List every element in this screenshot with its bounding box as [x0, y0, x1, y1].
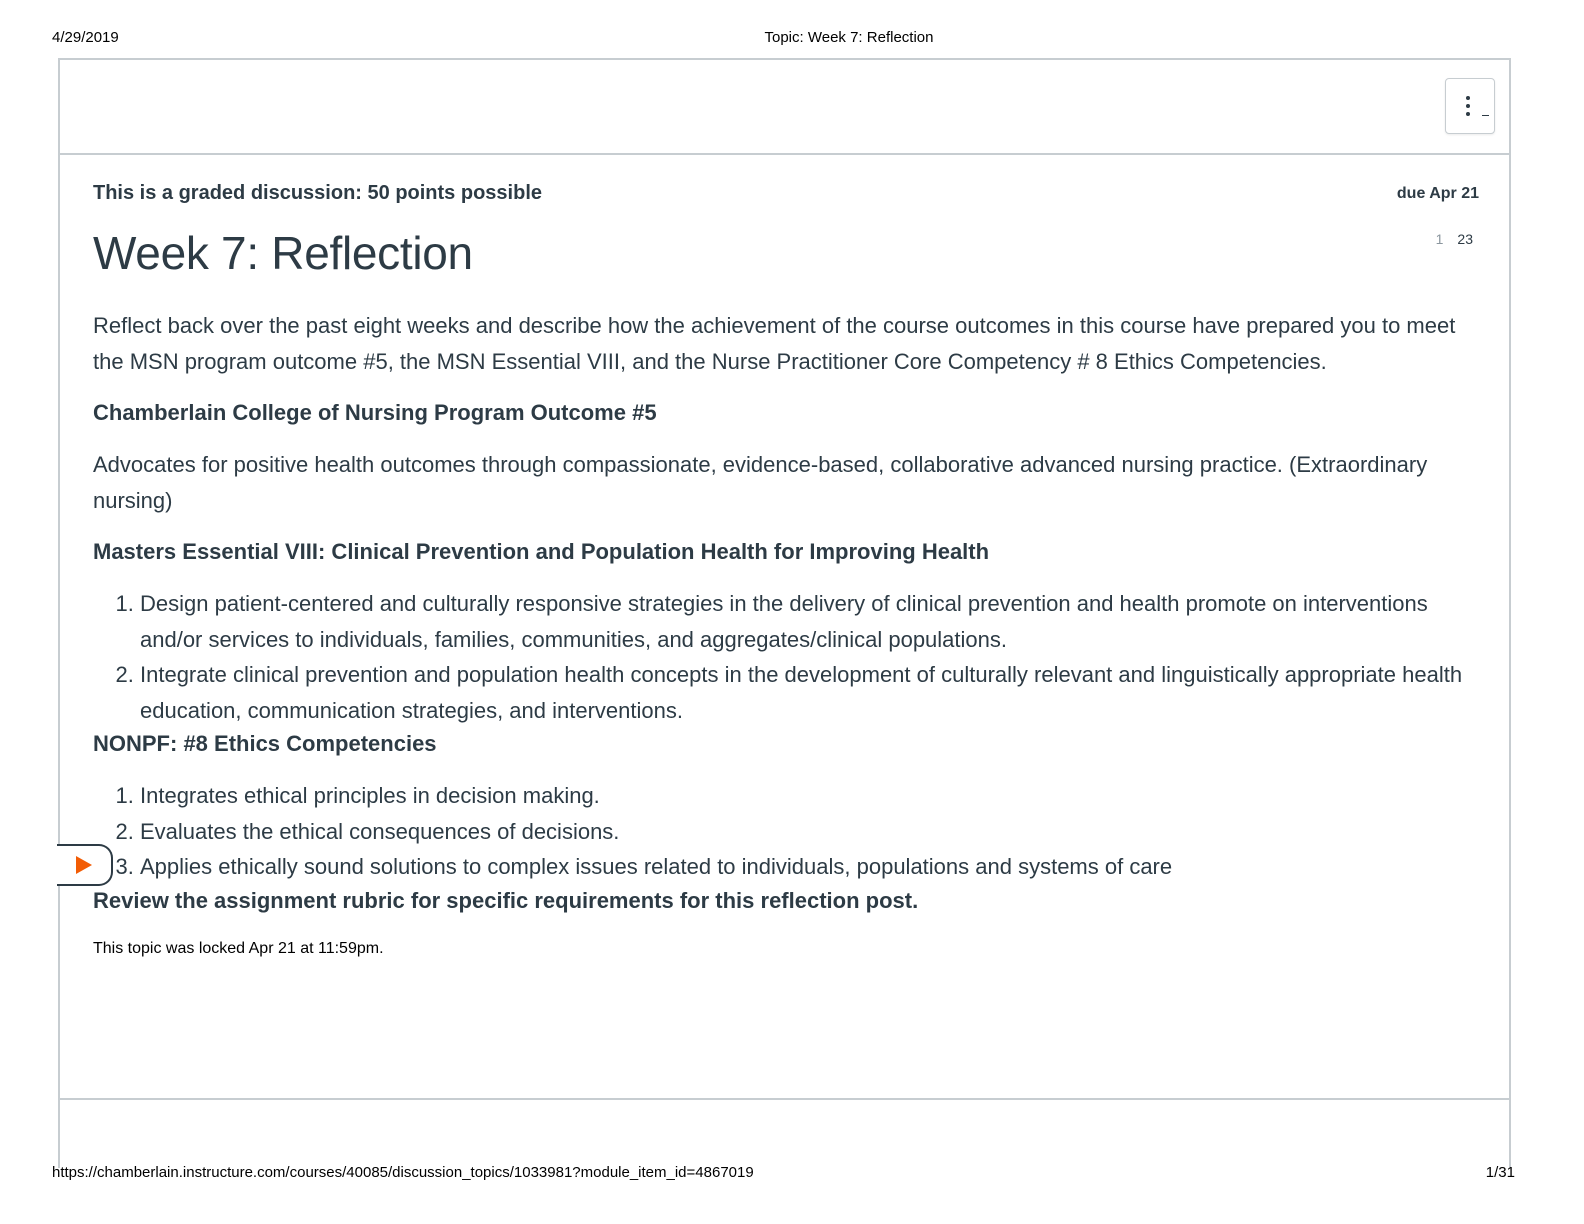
section-heading: NONPF: #8 Ethics Competencies — [93, 731, 437, 756]
options-menu-button[interactable] — [1445, 78, 1495, 134]
media-player-button[interactable] — [57, 844, 113, 886]
print-date: 4/29/2019 — [52, 29, 119, 46]
page-number: 1/31 — [1485, 1164, 1515, 1181]
intro-paragraph: Reflect back over the past eight weeks and describe how the achievement of the course outcomes in this course have prepared you to meet the MSN program outcome #5, the MSN Essential VIII, and the Nurse Practitioner Core Competency # 8 Ethics Competencies. — [93, 313, 1456, 374]
discussion-title: Week 7: Reflection — [93, 227, 473, 279]
reply-count — [1436, 231, 1473, 247]
section-paragraph: Advocates for positive health outcomes through compassionate, evidence-based, collaborative advanced nursing practice. (Extraordinary nursing) — [93, 452, 1428, 513]
unread-count: 1 — [1435, 231, 1444, 247]
essential-list — [93, 586, 1483, 728]
discussion-toolbar — [60, 60, 1509, 155]
print-title: Topic: Week 7: Reflection — [764, 29, 934, 46]
kebab-menu-icon — [1466, 96, 1470, 120]
due-date: due Apr 21 — [1396, 185, 1479, 202]
divider — [60, 1098, 1509, 1100]
list-item: 3. Applies ethically sound solutions to complex issues related to individuals, populations and systems of care — [140, 849, 1483, 885]
section-heading: Masters Essential VIII: Clinical Prevention and Population Health for Improving Health — [93, 539, 990, 564]
review-note: Review the assignment rubric for specific requirements for this reflection post. — [93, 887, 919, 913]
caret-icon — [1482, 115, 1489, 116]
list-item: 2. Evaluates the ethical consequences of decisions. — [140, 814, 1483, 850]
locked-note: This topic was locked Apr 21 at 11:59pm. — [93, 939, 384, 957]
ethics-list — [93, 778, 1483, 885]
section-heading: Chamberlain College of Nursing Program Outcome #5 — [93, 400, 657, 425]
list-item: 2. Integrate clinical prevention and population health concepts in the development of culturally relevant and linguistically appropriate health education, communication strategies, and interventions. — [140, 657, 1483, 728]
graded-label: This is a graded discussion: 50 points possible — [93, 182, 542, 204]
discussion-frame — [58, 58, 1511, 1168]
print-header — [0, 29, 1584, 49]
discussion-body — [93, 308, 1483, 981]
total-count: 23 — [1457, 231, 1473, 247]
list-item: 1. Integrates ethical principles in decision making. — [140, 778, 1483, 814]
list-item: 1. Design patient-centered and culturally responsive strategies in the delivery of clinical prevention and health promote on interventions and/or services to individuals, families, communities, and aggregates/clinical populations. — [140, 586, 1483, 657]
page-url: https://chamberlain.instructure.com/courses/40085/discussion_topics/1033981?module_item_id=4867019 — [52, 1164, 754, 1181]
play-icon — [76, 856, 92, 874]
